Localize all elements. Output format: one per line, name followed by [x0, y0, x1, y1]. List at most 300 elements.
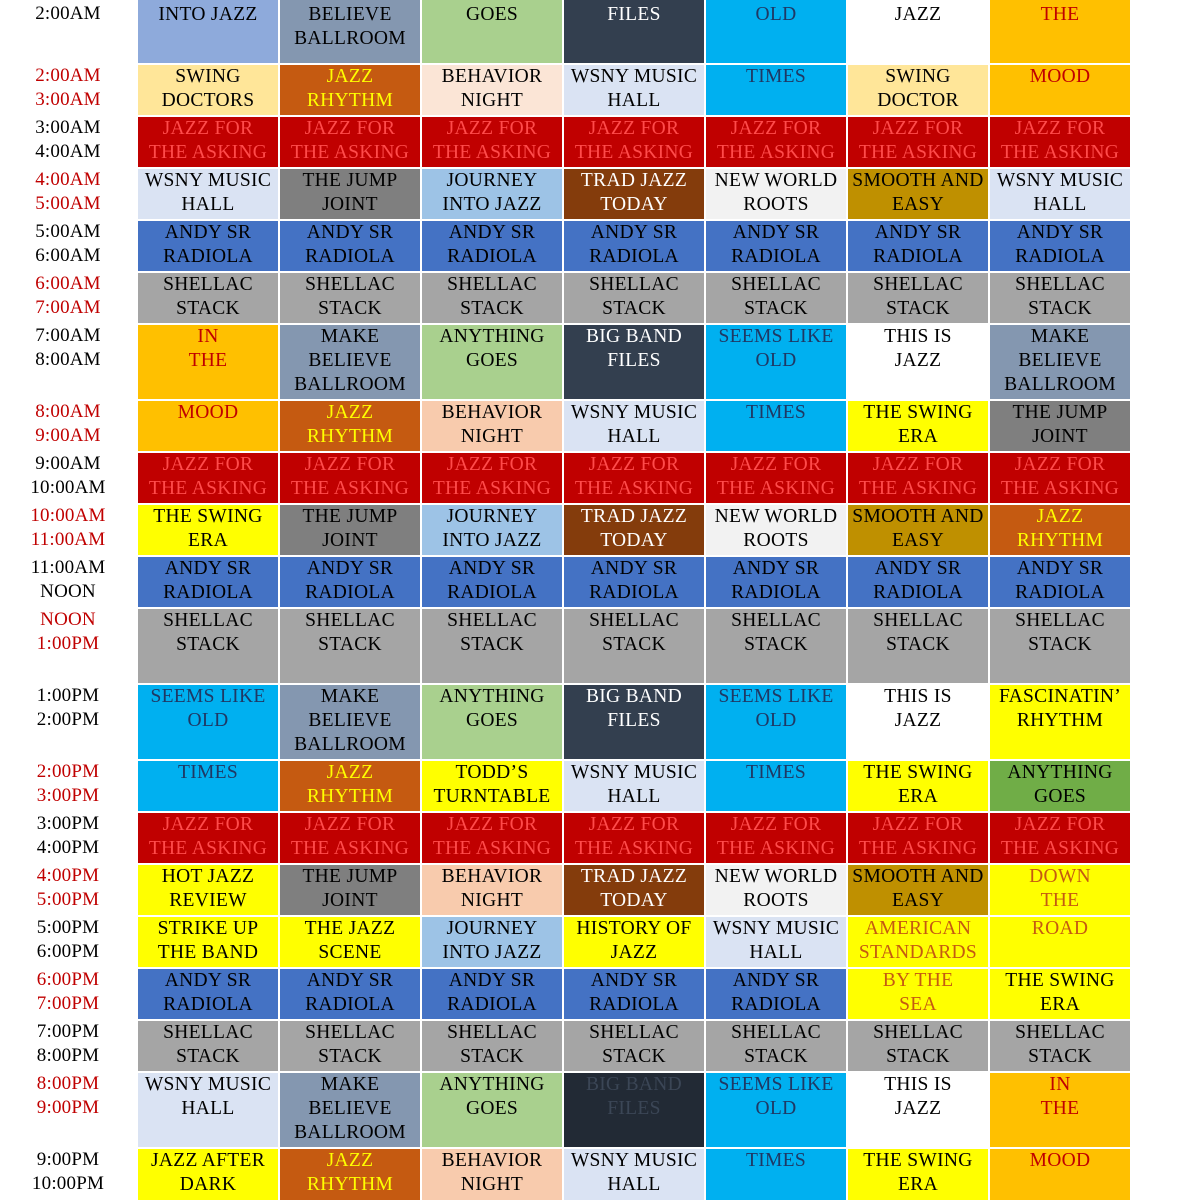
- program-title-line: SEEMS LIKE: [718, 1074, 834, 1095]
- time-end: 1:00PM: [36, 633, 100, 654]
- program-title-line: BY THE: [882, 970, 954, 991]
- program-cell: [280, 557, 420, 607]
- program-title-line: SEA: [899, 994, 937, 1015]
- program-title-line: GOES: [465, 350, 519, 371]
- program-title-line: THE SWING: [1005, 970, 1115, 991]
- program-title-line: RHYTHM: [1016, 710, 1104, 731]
- program-cell: [138, 557, 278, 607]
- program-cell: [280, 1149, 420, 1200]
- program-cell: [564, 65, 704, 115]
- program-title-line: WSNY MUSIC: [712, 918, 840, 939]
- program-cell: [138, 685, 278, 759]
- program-title-line: JOURNEY: [446, 506, 538, 527]
- program-title-line: JAZZ FOR: [162, 118, 254, 139]
- program-title-line: DOCTORS: [161, 90, 255, 111]
- program-title-line: HISTORY OF: [576, 918, 692, 939]
- time-start: NOON: [40, 609, 96, 630]
- program-title-line: THIS IS: [884, 326, 952, 347]
- program-cell: [422, 1149, 562, 1200]
- program-title-line: SEEMS LIKE: [718, 686, 834, 707]
- program-cell: [990, 685, 1130, 759]
- program-title-line: JAZZ: [326, 762, 374, 783]
- program-title-line: GOES: [465, 710, 519, 731]
- program-cell: [848, 609, 988, 683]
- program-title-line: STACK: [460, 298, 524, 319]
- time-start: 3:00PM: [36, 813, 100, 834]
- program-cell: [422, 1073, 562, 1147]
- program-title-line: TIMES: [746, 66, 806, 87]
- program-title-line: JAZZ FOR: [162, 454, 254, 475]
- program-title-line: RADIOLA: [589, 246, 679, 267]
- program-cell: [706, 169, 846, 219]
- program-cell: [990, 401, 1130, 451]
- program-cell: [990, 761, 1130, 811]
- program-title-line: SEEMS LIKE: [150, 686, 266, 707]
- program-title-line: THE ASKING: [574, 838, 694, 859]
- program-title-line: SCENE: [318, 942, 382, 963]
- program-title-line: OLD: [755, 350, 797, 371]
- program-title-line: JAZZ AFTER: [150, 1150, 266, 1171]
- program-title-line: THE: [1040, 890, 1080, 911]
- program-cell: [422, 1021, 562, 1071]
- program-title-line: JAZZ FOR: [730, 814, 822, 835]
- program-cell: [564, 273, 704, 323]
- program-title-line: RADIOLA: [731, 994, 821, 1015]
- program-cell: [706, 865, 846, 915]
- program-title-line: JAZZ FOR: [588, 814, 680, 835]
- program-title-line: THE ASKING: [858, 478, 978, 499]
- program-cell: [280, 453, 420, 503]
- program-title-line: SHELLAC: [731, 1022, 821, 1043]
- program-cell: [564, 117, 704, 167]
- program-title-line: TODAY: [600, 890, 668, 911]
- program-title-line: ANYTHING: [439, 326, 545, 347]
- program-title-line: JAZZ: [326, 402, 374, 423]
- program-title-line: HALL: [749, 942, 803, 963]
- program-cell: [990, 325, 1130, 399]
- program-title-line: THE SWING: [863, 402, 973, 423]
- program-cell: [422, 813, 562, 863]
- program-title-line: ANDY SR: [306, 558, 394, 579]
- program-title-line: MAKE: [320, 686, 380, 707]
- program-cell: [280, 401, 420, 451]
- time-slot-label: [0, 968, 136, 1016]
- program-cell: [422, 169, 562, 219]
- program-cell: [706, 557, 846, 607]
- program-title-line: THE BAND: [157, 942, 259, 963]
- program-title-line: RADIOLA: [873, 246, 963, 267]
- time-end: 9:00PM: [36, 1097, 100, 1118]
- program-title-line: BIG BAND: [585, 1074, 683, 1095]
- program-title-line: GOES: [1033, 786, 1087, 807]
- program-cell: [706, 401, 846, 451]
- program-title-line: ANDY SR: [1016, 558, 1104, 579]
- program-title-line: THE SWING: [863, 1150, 973, 1171]
- program-title-line: SMOOTH AND: [852, 866, 984, 887]
- program-cell: [706, 505, 846, 555]
- time-slot-label: [0, 608, 136, 656]
- program-title-line: RADIOLA: [163, 994, 253, 1015]
- time-start: 7:00PM: [36, 1021, 100, 1042]
- program-title-line: BEHAVIOR: [441, 402, 543, 423]
- program-title-line: STACK: [744, 1046, 808, 1067]
- program-title-line: JAZZ: [894, 350, 942, 371]
- program-title-line: STACK: [602, 298, 666, 319]
- program-title-line: ANDY SR: [164, 558, 252, 579]
- program-cell: [280, 685, 420, 759]
- program-title-line: RADIOLA: [1015, 582, 1105, 603]
- program-title-line: STACK: [602, 1046, 666, 1067]
- program-title-line: STACK: [176, 1046, 240, 1067]
- program-cell: [990, 169, 1130, 219]
- program-title-line: THE ASKING: [858, 142, 978, 163]
- program-title-line: SHELLAC: [873, 610, 963, 631]
- program-cell: [564, 325, 704, 399]
- program-title-line: FILES: [607, 4, 661, 25]
- time-slot-label: [0, 272, 136, 320]
- program-cell: [280, 761, 420, 811]
- program-cell: [990, 813, 1130, 863]
- program-title-line: SHELLAC: [873, 274, 963, 295]
- program-title-line: INTO JAZZ: [158, 4, 258, 25]
- program-title-line: ANDY SR: [164, 970, 252, 991]
- program-title-line: RADIOLA: [305, 582, 395, 603]
- program-cell: [138, 169, 278, 219]
- program-title-line: STACK: [744, 634, 808, 655]
- program-cell: [848, 865, 988, 915]
- program-cell: [848, 221, 988, 271]
- program-title-line: RADIOLA: [305, 246, 395, 267]
- program-title-line: TIMES: [746, 762, 806, 783]
- program-title-line: AMERICAN: [864, 918, 972, 939]
- program-cell: [564, 557, 704, 607]
- program-cell: [138, 0, 278, 63]
- program-title-line: ANDY SR: [732, 222, 820, 243]
- program-title-line: ANDY SR: [1016, 222, 1104, 243]
- program-title-line: JAZZ FOR: [446, 814, 538, 835]
- program-cell: [990, 0, 1130, 63]
- time-slot-label: [0, 916, 136, 964]
- program-title-line: JAZZ FOR: [162, 814, 254, 835]
- program-title-line: ANYTHING: [1007, 762, 1113, 783]
- program-title-line: STACK: [744, 298, 808, 319]
- program-cell: [990, 221, 1130, 271]
- program-title-line: NIGHT: [460, 90, 524, 111]
- program-title-line: RADIOLA: [447, 582, 537, 603]
- program-cell: [990, 865, 1130, 915]
- program-title-line: BELIEVE: [308, 350, 392, 371]
- program-title-line: RADIOLA: [873, 582, 963, 603]
- time-slot-label: [0, 864, 136, 912]
- program-title-line: DOCTOR: [877, 90, 959, 111]
- time-end: 7:00AM: [35, 297, 101, 318]
- program-cell: [138, 1021, 278, 1071]
- program-title-line: SHELLAC: [1015, 610, 1105, 631]
- program-cell: [564, 453, 704, 503]
- program-title-line: THE ASKING: [290, 142, 410, 163]
- program-title-line: BALLROOM: [294, 1122, 406, 1143]
- program-cell: [280, 1073, 420, 1147]
- program-title-line: HALL: [607, 1174, 661, 1195]
- program-cell: [564, 761, 704, 811]
- program-cell: [422, 117, 562, 167]
- program-title-line: INTO JAZZ: [442, 194, 542, 215]
- program-cell: [990, 65, 1130, 115]
- program-cell: [564, 685, 704, 759]
- program-title-line: THE ASKING: [574, 478, 694, 499]
- program-title-line: ERA: [898, 426, 938, 447]
- program-cell: [280, 273, 420, 323]
- program-title-line: STACK: [318, 634, 382, 655]
- program-cell: [990, 1073, 1130, 1147]
- program-title-line: SWING: [885, 66, 951, 87]
- program-title-line: EASY: [891, 890, 945, 911]
- time-slot-label: [0, 452, 136, 500]
- program-title-line: JAZZ FOR: [304, 454, 396, 475]
- program-cell: [138, 917, 278, 967]
- program-title-line: BALLROOM: [294, 28, 406, 49]
- program-title-line: SEEMS LIKE: [718, 326, 834, 347]
- program-title-line: INTO JAZZ: [442, 942, 542, 963]
- program-title-line: THE: [1040, 1098, 1080, 1119]
- program-cell: [990, 1149, 1130, 1200]
- program-title-line: RHYTHM: [1016, 530, 1104, 551]
- program-title-line: EASY: [891, 530, 945, 551]
- program-cell: [564, 609, 704, 683]
- program-title-line: TURNTABLE: [433, 786, 551, 807]
- program-cell: [564, 1021, 704, 1071]
- program-title-line: SHELLAC: [589, 1022, 679, 1043]
- program-title-line: SHELLAC: [163, 274, 253, 295]
- time-start: 11:00AM: [30, 557, 106, 578]
- program-title-line: TIMES: [746, 402, 806, 423]
- program-title-line: SMOOTH AND: [852, 170, 984, 191]
- program-cell: [138, 813, 278, 863]
- program-cell: [280, 813, 420, 863]
- program-cell: [564, 505, 704, 555]
- program-cell: [138, 221, 278, 271]
- program-title-line: ANDY SR: [164, 222, 252, 243]
- program-title-line: MAKE: [320, 1074, 380, 1095]
- program-title-line: JOINT: [322, 194, 378, 215]
- program-title-line: JAZZ FOR: [446, 118, 538, 139]
- program-cell: [280, 865, 420, 915]
- program-title-line: SHELLAC: [305, 274, 395, 295]
- program-cell: [138, 117, 278, 167]
- time-start: 8:00PM: [36, 1073, 100, 1094]
- program-title-line: HALL: [607, 426, 661, 447]
- program-cell: [706, 273, 846, 323]
- program-cell: [280, 969, 420, 1019]
- program-title-line: JAZZ FOR: [872, 814, 964, 835]
- time-slot-label: [0, 760, 136, 808]
- program-title-line: THE: [188, 350, 228, 371]
- program-title-line: STACK: [602, 634, 666, 655]
- program-cell: [990, 505, 1130, 555]
- program-title-line: SHELLAC: [589, 274, 679, 295]
- program-cell: [138, 273, 278, 323]
- program-cell: [138, 325, 278, 399]
- program-cell: [138, 505, 278, 555]
- program-title-line: TRAD JAZZ: [580, 506, 688, 527]
- time-slot-label: [0, 0, 136, 26]
- program-title-line: BIG BAND: [585, 686, 683, 707]
- program-cell: [990, 453, 1130, 503]
- program-title-line: SHELLAC: [1015, 274, 1105, 295]
- program-title-line: THE ASKING: [574, 142, 694, 163]
- program-title-line: STACK: [1028, 298, 1092, 319]
- program-cell: [848, 1021, 988, 1071]
- program-cell: [138, 65, 278, 115]
- program-title-line: RADIOLA: [589, 994, 679, 1015]
- program-cell: [706, 1073, 846, 1147]
- program-title-line: STRIKE UP: [157, 918, 259, 939]
- program-title-line: JAZZ FOR: [588, 454, 680, 475]
- program-title-line: ANDY SR: [448, 558, 536, 579]
- program-cell: [564, 969, 704, 1019]
- program-title-line: THE ASKING: [148, 142, 268, 163]
- program-title-line: TIMES: [746, 1150, 806, 1171]
- program-title-line: STACK: [886, 634, 950, 655]
- program-title-line: STACK: [176, 634, 240, 655]
- program-title-line: JAZZ FOR: [304, 814, 396, 835]
- program-title-line: MOOD: [1029, 66, 1091, 87]
- program-title-line: SHELLAC: [305, 610, 395, 631]
- time-end: 3:00PM: [36, 785, 100, 806]
- program-title-line: ANDY SR: [306, 222, 394, 243]
- program-cell: [280, 505, 420, 555]
- program-cell: [138, 1073, 278, 1147]
- program-title-line: GOES: [465, 4, 519, 25]
- program-cell: [706, 685, 846, 759]
- program-title-line: RADIOLA: [163, 582, 253, 603]
- program-title-line: MAKE: [320, 326, 380, 347]
- program-title-line: JAZZ: [326, 66, 374, 87]
- program-cell: [706, 453, 846, 503]
- program-title-line: THE ASKING: [858, 838, 978, 859]
- program-title-line: SHELLAC: [447, 610, 537, 631]
- program-title-line: FILES: [607, 1098, 661, 1119]
- program-title-line: BELIEVE: [308, 710, 392, 731]
- time-start: 2:00PM: [36, 761, 100, 782]
- program-title-line: SMOOTH AND: [852, 506, 984, 527]
- program-title-line: BEHAVIOR: [441, 66, 543, 87]
- program-title-line: SHELLAC: [1015, 1022, 1105, 1043]
- program-cell: [990, 969, 1130, 1019]
- program-title-line: RADIOLA: [447, 246, 537, 267]
- program-title-line: JAZZ FOR: [1014, 814, 1106, 835]
- program-title-line: JOURNEY: [446, 170, 538, 191]
- program-cell: [564, 401, 704, 451]
- program-title-line: RADIOLA: [1015, 246, 1105, 267]
- program-cell: [564, 917, 704, 967]
- program-title-line: RADIOLA: [731, 582, 821, 603]
- program-title-line: HALL: [181, 1098, 235, 1119]
- program-cell: [706, 917, 846, 967]
- program-title-line: EASY: [891, 194, 945, 215]
- program-title-line: BELIEVE: [308, 1098, 392, 1119]
- program-title-line: RADIOLA: [163, 246, 253, 267]
- program-title-line: ERA: [1040, 994, 1080, 1015]
- program-title-line: RADIOLA: [305, 994, 395, 1015]
- program-title-line: JAZZ: [326, 1150, 374, 1171]
- program-title-line: ANDY SR: [874, 222, 962, 243]
- program-cell: [990, 273, 1130, 323]
- program-cell: [280, 917, 420, 967]
- program-title-line: BELIEVE: [1018, 350, 1102, 371]
- program-cell: [990, 609, 1130, 683]
- program-title-line: RADIOLA: [731, 246, 821, 267]
- program-title-line: OLD: [755, 1098, 797, 1119]
- time-end: 7:00PM: [36, 993, 100, 1014]
- program-title-line: THE JUMP: [302, 506, 398, 527]
- program-title-line: HALL: [607, 786, 661, 807]
- program-title-line: SHELLAC: [589, 610, 679, 631]
- time-slot-label: [0, 220, 136, 268]
- time-end: 8:00AM: [35, 349, 101, 370]
- program-title-line: THE ASKING: [716, 838, 836, 859]
- time-start: 6:00AM: [35, 273, 101, 294]
- program-cell: [422, 401, 562, 451]
- time-end: 5:00PM: [36, 889, 100, 910]
- program-cell: [706, 813, 846, 863]
- program-title-line: JAZZ: [1036, 506, 1084, 527]
- program-title-line: INTO JAZZ: [442, 530, 542, 551]
- program-cell: [280, 1021, 420, 1071]
- program-title-line: BELIEVE: [308, 4, 392, 25]
- time-slot-label: [0, 1020, 136, 1068]
- program-title-line: JAZZ FOR: [872, 454, 964, 475]
- program-cell: [706, 325, 846, 399]
- program-title-line: FILES: [607, 350, 661, 371]
- program-title-line: WSNY MUSIC: [570, 762, 698, 783]
- time-end: 11:00AM: [30, 529, 106, 550]
- program-title-line: JAZZ FOR: [1014, 454, 1106, 475]
- program-title-line: ANDY SR: [590, 558, 678, 579]
- program-cell: [138, 401, 278, 451]
- program-title-line: TIMES: [178, 762, 238, 783]
- time-start: 6:00PM: [36, 969, 100, 990]
- time-start: 7:00AM: [35, 325, 101, 346]
- program-title-line: RHYTHM: [306, 426, 394, 447]
- program-title-line: SHELLAC: [731, 610, 821, 631]
- program-cell: [706, 761, 846, 811]
- time-start: 5:00AM: [35, 221, 101, 242]
- program-title-line: JAZZ: [894, 710, 942, 731]
- program-title-line: JOINT: [322, 890, 378, 911]
- program-title-line: BIG BAND: [585, 326, 683, 347]
- program-cell: [990, 1021, 1130, 1071]
- program-title-line: WSNY MUSIC: [570, 1150, 698, 1171]
- program-title-line: NEW WORLD: [714, 866, 838, 887]
- program-title-line: ANDY SR: [448, 970, 536, 991]
- time-slot-label: [0, 556, 136, 604]
- program-title-line: SHELLAC: [163, 1022, 253, 1043]
- program-title-line: ROAD: [1031, 918, 1089, 939]
- program-cell: [564, 813, 704, 863]
- program-cell: [848, 117, 988, 167]
- program-cell: [422, 221, 562, 271]
- program-cell: [138, 453, 278, 503]
- time-start: 1:00PM: [36, 685, 100, 706]
- program-title-line: TRAD JAZZ: [580, 866, 688, 887]
- program-title-line: ANDY SR: [590, 222, 678, 243]
- program-title-line: JAZZ: [894, 1098, 942, 1119]
- program-cell: [848, 273, 988, 323]
- program-title-line: WSNY MUSIC: [570, 66, 698, 87]
- program-cell: [848, 969, 988, 1019]
- time-slot-label: [0, 684, 136, 732]
